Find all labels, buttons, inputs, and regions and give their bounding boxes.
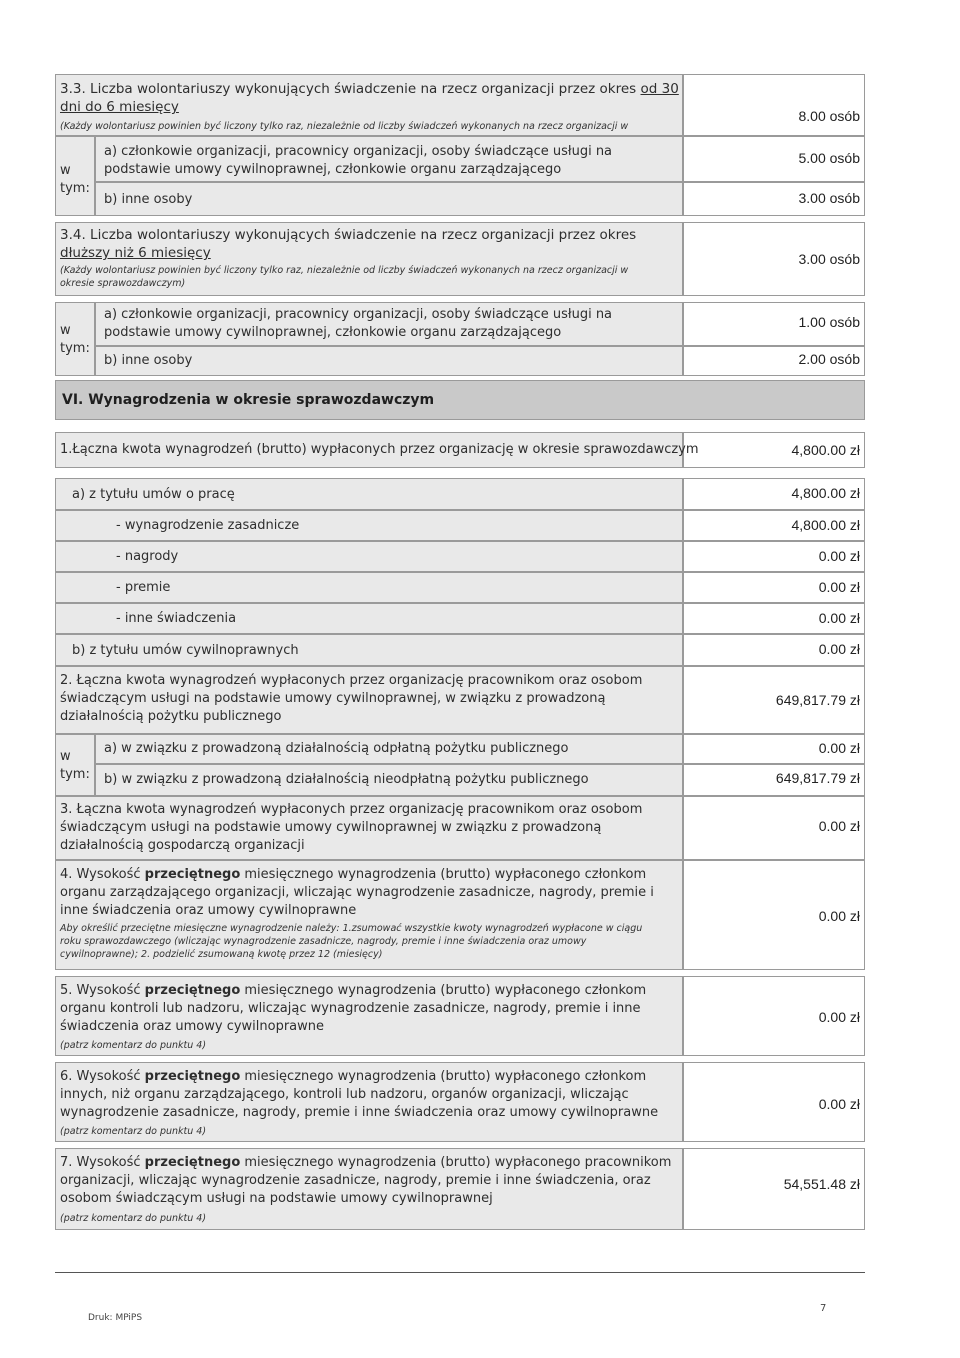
r4-label-bold: przeciętnego: [144, 867, 241, 882]
r2a-value: 0.00 zł: [818, 740, 860, 756]
r1a2-value: 0.00 zł: [818, 548, 860, 564]
footer-page-number: 7: [820, 1303, 827, 1314]
r5-note: (patrz komentarz do punktu 4): [60, 1040, 207, 1051]
r2b-label: b) w związku z prowadzoną działalnością nieodpłatną pożytku publicznego: [104, 772, 589, 787]
section-vi-title: VI. Wynagrodzenia w okresie sprawozdawczym: [62, 392, 435, 408]
s33-b-value: 3.00 osób: [798, 190, 860, 206]
r7-label-bold: przeciętnego: [144, 1155, 241, 1170]
s34-tym-label: tym:: [60, 341, 90, 356]
r4-label: [60, 866, 670, 920]
s33-title-text: 3.3. Liczba wolontariuszy wykonujących świadczenie na rzecz organizacji przez okres: [60, 81, 641, 97]
r2-w-label: w: [60, 749, 71, 764]
r1-label: 1.Łączna kwota wynagrodzeń (brutto) wypłaconych przez organizację w okresie sprawozdawczym: [60, 442, 699, 457]
r6-value: 0.00 zł: [818, 1096, 860, 1112]
r1a-label: a) z tytułu umów o pracę: [72, 487, 235, 502]
r5-label: [60, 982, 685, 1036]
r1a3-label: - premie: [116, 580, 171, 595]
s34-a-label: a) członkowie organizacji, pracownicy organizacji, osoby świadczące usługi na podstawie umowy cywilnoprawnej, członkowie organu zarządzającego: [104, 307, 613, 340]
r3-label: 3. Łączna kwota wynagrodzeń wypłaconych przez organizację pracownikom oraz osobom świadczącym usługi na podstawie umowy cywilnoprawnej w związku z prowadzoną działalnością gospodarczą organizacji: [60, 802, 643, 853]
s34-title-underlined: dłuższy niż 6 miesięcy: [60, 245, 211, 261]
r5-value: 0.00 zł: [818, 1009, 860, 1025]
r2-value: 649,817.79 zł: [775, 692, 860, 708]
r1a2-label: - nagrody: [116, 549, 179, 564]
r6-label-pre: 6. Wysokość: [60, 1069, 145, 1084]
r4-value: 0.00 zł: [818, 908, 860, 924]
r7-note: (patrz komentarz do punktu 4): [60, 1213, 207, 1224]
s33-a-value: 5.00 osób: [798, 150, 860, 166]
s33-value-box: [683, 74, 865, 136]
s34-b-value: 2.00 osób: [798, 351, 860, 367]
s33-note: (Każdy wolontariusz powinien być liczony tylko raz, niezależnie od liczby świadczeń wykonanych na rzecz organizacji w: [60, 121, 629, 132]
r4-note: Aby określić przeciętne miesięczne wynagrodzenie należy: 1.zsumować wszystkie kwoty wynagrodzeń wypłacone w ciągu roku sprawozdawczego (wliczając wynagrodzenie zasadnicze, nagrody, premie i inne świadczenia oraz umowy cywilnoprawne); 2. podzielić zsumowaną kwotę przez 12 (miesięcy): [60, 923, 643, 960]
r3-value: 0.00 zł: [818, 818, 860, 834]
footer-rule: [55, 1272, 865, 1273]
r6-note: (patrz komentarz do punktu 4): [60, 1126, 207, 1137]
r6-label: [60, 1068, 670, 1122]
s33-tym-label: tym:: [60, 181, 90, 196]
r1a1-label: - wynagrodzenie zasadnicze: [116, 518, 300, 533]
r1a4-value: 0.00 zł: [818, 610, 860, 626]
r1b-value: 0.00 zł: [818, 641, 860, 657]
r2b-value: 649,817.79 zł: [775, 770, 860, 786]
r7-label: [60, 1154, 675, 1208]
r5-label-post: miesięcznego wynagrodzenia (brutto) wypłaconego członkom organu kontroli lub nadzoru, wliczając wynagrodzenie zasadnicze, nagrody, premie i inne świadczenia oraz umowy cywilnoprawne: [60, 983, 647, 1034]
s34-title-text: 3.4. Liczba wolontariuszy wykonujących świadczenie na rzecz organizacji przez okres: [60, 227, 637, 243]
s34-note: (Każdy wolontariusz powinien być liczony tylko raz, niezależnie od liczby świadczeń wykonanych na rzecz organizacji w okresie sprawozdawczym): [60, 265, 629, 289]
r7-value: 54,551.48 zł: [783, 1176, 860, 1192]
r6-label-bold: przeciętnego: [144, 1069, 241, 1084]
r2-tym-label: tym:: [60, 767, 90, 782]
r7-label-pre: 7. Wysokość: [60, 1155, 145, 1170]
s33-title-underlined: od 30 dni do 6 miesięcy: [60, 81, 679, 115]
r1b-label: b) z tytułu umów cywilnoprawnych: [72, 643, 299, 658]
s34-b-label: b) inne osoby: [104, 353, 193, 368]
s33-a-label: a) członkowie organizacji, pracownicy organizacji, osoby świadczące usługi na podstawie umowy cywilnoprawnej, członkowie organu zarządzającego: [104, 144, 613, 177]
r2-label: 2. Łączna kwota wynagrodzeń wypłaconych przez organizację pracownikom oraz osobom świadczącym usługi na podstawie umowy cywilnoprawnej, w związku z prowadzoną działalnością pożytku publicznego: [60, 673, 643, 724]
s33-total-value: 8.00 osób: [798, 108, 860, 124]
s34-title: [60, 226, 680, 262]
r5-label-pre: 5. Wysokość: [60, 983, 145, 998]
r4-label-pre: 4. Wysokość: [60, 867, 145, 882]
s34-total-value: 3.00 osób: [798, 251, 860, 267]
r2a-label: a) w związku z prowadzoną działalnością odpłatną pożytku publicznego: [104, 741, 569, 756]
r1a1-value: 4,800.00 zł: [791, 517, 860, 533]
r1-value: 4,800.00 zł: [791, 442, 860, 458]
r7-label-post: miesięcznego wynagrodzenia (brutto) wypłaconego pracownikom organizacji, wliczając wynagrodzenie zasadnicze, nagrody, premie i inne świadczenia, oraz osobom świadczącym usługi na podstawie umowy cywilnoprawnej: [60, 1155, 672, 1206]
r1a4-label: - inne świadczenia: [116, 611, 237, 626]
r1a3-value: 0.00 zł: [818, 579, 860, 595]
s33-title: [60, 80, 680, 116]
r6-label-post: miesięcznego wynagrodzenia (brutto) wypłaconego członkom innych, niż organu zarządzającego, kontroli lub nadzoru, organów organizacji, wliczając wynagrodzenie zasadnicze, nagrody, premie i inne świadczenia oraz umowy cywilnoprawne: [60, 1069, 659, 1120]
s34-a-value: 1.00 osób: [798, 314, 860, 330]
r4-label-post: miesięcznego wynagrodzenia (brutto) wypłaconego członkom organu zarządzającego organizacji, wliczając wynagrodzenie zasadnicze, nagrody, premie i inne świadczenia oraz umowy cywilnoprawne: [60, 867, 654, 918]
r1a-value: 4,800.00 zł: [791, 485, 860, 501]
s33-b-label: b) inne osoby: [104, 192, 193, 207]
footer-print-label: Druk: MPiPS: [88, 1313, 143, 1323]
s34-w-label: w: [60, 323, 71, 338]
r5-label-bold: przeciętnego: [144, 983, 241, 998]
s33-w-label: w: [60, 163, 71, 178]
